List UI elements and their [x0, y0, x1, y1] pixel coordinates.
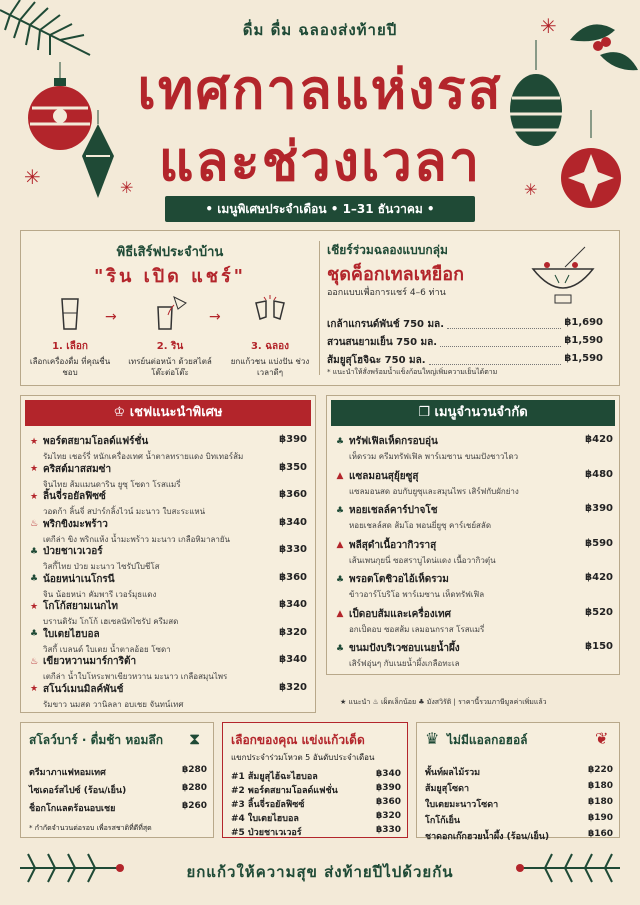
slow-item-name: ช็อกโกแลตร้อนอบเชย — [29, 804, 116, 814]
punch-item-price: ฿1,590 — [564, 335, 603, 346]
menu-item-name-wrap — [29, 462, 111, 477]
menu-item-name: เป็ดอบส้มและเครื่องเทศ — [349, 608, 451, 620]
non-alcoholic-price: ฿180 — [587, 797, 613, 807]
punch-item — [327, 335, 603, 350]
menu-item-desc: หอยเชลล์สด ส้มโอ พอนยี่ยูซุ คาร์เชย์สลัด — [349, 521, 492, 530]
menu-item-price: ฿360 — [279, 489, 307, 500]
menu-item-name: ขนมปังบริเวซอบเนยน้ำผึ้ง — [349, 643, 460, 654]
non-alcoholic-name: ส้มยูสุโซดา — [425, 784, 470, 794]
menu-item-name: ป่วยชาเวเวอร์ — [43, 546, 103, 557]
guest-choice-item — [231, 811, 401, 825]
ritual-step-label: 3. ฉลอง — [250, 341, 290, 352]
menu-item-name: แซลมอนสุยุ้ยซูสุ — [349, 470, 419, 482]
arrow-right-icon: → — [209, 309, 221, 325]
menu-mark-icon: ▲ — [336, 540, 344, 550]
menu-mark-icon: ♨ — [29, 519, 39, 529]
menu-item-row — [29, 462, 307, 477]
menu-mark-icon: ♣ — [29, 629, 39, 639]
ritual-and-cheers-panel — [20, 230, 620, 386]
snowflake-left-icon: ✳ — [24, 165, 41, 189]
cheers-name: ชุดค็อกเทลเหยือก — [327, 264, 464, 285]
punch-item-name: ส้มยูสุโฮจิฉะ 750 มล. — [327, 355, 426, 366]
menu-item-row — [29, 489, 307, 504]
guest-choice-price: ฿360 — [375, 797, 401, 807]
menu-mark-icon: ★ — [29, 436, 39, 447]
menu-item-name-wrap — [29, 434, 148, 449]
non-alcoholic-item — [425, 813, 613, 827]
punch-item-price: ฿1,690 — [564, 317, 603, 328]
menu-item-name: คริสต์มาสสมซ่า — [43, 463, 112, 475]
arrow-right-icon: → — [105, 309, 117, 325]
guest-choice-price: ฿340 — [375, 769, 401, 779]
punch-bowl-icon — [525, 245, 601, 307]
menu-mark-icon: ♣ — [29, 546, 39, 557]
menu-item — [335, 434, 613, 463]
holly-icon: ❦ — [595, 729, 609, 748]
panel-divider — [319, 241, 320, 375]
menu-item-desc: ข้าวอาร์โบริโอ พาร์เมซาน เห็ดทรัฟเฟิล — [349, 590, 485, 599]
guest-choice-item — [231, 797, 401, 811]
month-banner: • เมนูพิเศษประจำเดือน • 1–31 ธันวาคม • — [165, 196, 475, 222]
menu-item-name-wrap — [29, 489, 106, 504]
cheers-glasses-icon — [250, 293, 290, 333]
menu-item-name: ลิ้นจี่รอยัลฟิซซ์ — [43, 491, 106, 502]
guest-choice-panel — [222, 722, 408, 838]
snowflake-right-icon: ✳ — [540, 14, 557, 38]
menu-item-row — [335, 572, 613, 587]
header-subtitle: ดื่ม ดื่ม ฉลองส่งท้ายปี — [242, 21, 398, 39]
menu-mark-icon: ▲ — [336, 471, 344, 481]
menu-item-desc: แซลมอนสด อบกับยูซุและสมุนไพร เสิร์ฟกับผักย่าง — [349, 486, 519, 496]
ritual-step-label: 2. ริน — [156, 341, 184, 352]
menu-item-desc: รัมไทย เชอร์รี่ หนักเครื่องเทศ น้ำตาลทรายแดง บิทเทอร์ส้ม — [43, 452, 244, 461]
non-alcoholic-name: โกโก้เย็น — [425, 816, 461, 826]
slow-item — [29, 765, 207, 779]
menu-item — [335, 503, 613, 532]
menu-item-row — [29, 544, 307, 559]
slow-bar-panel — [20, 722, 214, 838]
footer-slogan: ยกแก้วให้ความสุข ส่งท้ายปีไปด้วยกัน — [186, 863, 454, 881]
non-alcoholic-name: ใบเตยมะนาวโซดา — [425, 800, 499, 810]
menu-item-name: สโนว์เมนมิลค์พันช์ — [43, 683, 124, 695]
menu-item-name-wrap — [335, 572, 449, 587]
menu-mark-icon: ★ — [29, 464, 39, 474]
punch-note: * แนะนำให้สั่งพร้อมน้ำแข็งก้อนใหญ่เพิ่มความเย็นได้ตาม — [327, 368, 498, 376]
slow-note: * กำกัดจำนวนต่อรอบ เพื่อรสชาติที่ดีที่สุด — [29, 824, 152, 832]
punch-item-name: เกล้าแกรนด์พันช์ 750 มล. — [327, 319, 444, 330]
ritual-step-label: 1. เลือก — [52, 341, 88, 352]
menu-item-row — [335, 469, 613, 484]
slow-item-price: ฿280 — [181, 765, 207, 775]
snowflake-right2-icon: ✳ — [524, 180, 538, 199]
non-alcoholic-title: ไม่มีแอลกอฮอล์ — [447, 733, 528, 747]
menu-item-name-wrap — [29, 627, 100, 642]
menu-item-name: ใบเตยไฮบอล — [43, 628, 100, 640]
menu-item-row — [29, 654, 307, 669]
menu-item-name: หอยเชลล์คาร์ปาจโช — [349, 505, 438, 516]
menu-item-name: พรอตโตชิวอไอ้เห็ดรวม — [349, 574, 449, 585]
menu-item-price: ฿340 — [279, 654, 307, 665]
guest-choice-name: #3 ลิ้นจี่รอยัลฟิซซ์ — [231, 800, 305, 810]
guest-choice-item — [231, 769, 401, 783]
ritual-title: พิธีเสิร์ฟประจำบ้าน — [116, 245, 224, 260]
ritual-step-1 — [25, 293, 115, 378]
menu-item-row — [29, 434, 307, 449]
menu-item-price: ฿390 — [279, 434, 307, 445]
cheers-title: เชียร์ร่วมฉลองแบบกลุ่ม — [327, 243, 448, 257]
menu-item-row — [29, 599, 307, 614]
non-alcoholic-item — [425, 781, 613, 795]
menu-item — [29, 489, 307, 518]
menu-item — [29, 599, 307, 628]
menu-item-desc: เตกีล่า ขิง พริกแห้ง น้ำมะพร้าว มะนาว เกลือหิมาลายัน — [43, 534, 230, 544]
slow-item-name: ตรีมาภาแฟหอมเทศ — [29, 768, 106, 778]
menu-item — [29, 682, 307, 711]
menu-item-price: ฿390 — [585, 503, 613, 514]
menu-mark-icon: ♨ — [29, 656, 39, 667]
menu-item-name-wrap — [335, 538, 436, 553]
ritual-step-desc: เทรย์นต่อหน้า ด้วยสไตล์โต๊ะต่อโต๊ะ — [128, 357, 212, 377]
menu-mark-icon: ♣ — [335, 505, 345, 516]
limited-menu-panel — [326, 395, 620, 675]
menu-item-row — [335, 503, 613, 518]
non-alcoholic-name: ชาดอกเก๊กฮวยน้ำผึ้ง (ร้อน/เย็น) — [425, 832, 550, 842]
menu-item-name-wrap — [335, 607, 451, 622]
menu-item-name: โกโก้สยามเนกไท — [43, 601, 118, 612]
guest-choice-item — [231, 783, 401, 797]
guest-choice-name: #4 ใบเตยไฮบอล — [231, 814, 299, 824]
menu-item-price: ฿150 — [585, 641, 613, 652]
guest-choice-title: เลือกของคุณ แข่งแก้วเด็ด — [231, 733, 365, 747]
menu-item — [29, 544, 307, 573]
slow-item — [29, 801, 207, 815]
ritual-step-2 — [125, 293, 215, 378]
menu-item-desc: วิสกี้ไทย ป่วย มะนาว ไซรัปใบชีโส — [43, 562, 160, 571]
menu-item-price: ฿360 — [279, 571, 307, 583]
menu-item-price: ฿520 — [585, 606, 613, 618]
menu-item-desc: วิสกี้ เบลนด์ ใบเตย น้ำตาลอ้อย โซดา — [43, 644, 171, 654]
menu-item-price: ฿350 — [279, 461, 307, 473]
menu-mark-icon: ▲ — [336, 609, 344, 619]
punch-item-name: สวนสนยามเย็น 750 มล. — [327, 337, 438, 348]
menu-mark-icon: ♣ — [335, 436, 345, 447]
hourglass-icon: ⧗ — [189, 729, 201, 748]
non-alcoholic-item — [425, 765, 613, 779]
menu-item-name: น้อยหน่าเนโกรนี — [43, 573, 115, 585]
guest-choice-name: #2 พอร์ตสยามโอลด์แฟชั่น — [231, 786, 338, 796]
snowflake-mid-icon: ✳ — [120, 178, 134, 197]
menu-item-desc: เตกีล่า น้ำใบโหระพาเขียวหวาน มะนาว เกลือสมุนไพร — [43, 672, 228, 681]
menu-item-price: ฿330 — [279, 544, 307, 555]
menu-item-name: พริกขิงมะพร้าว — [43, 518, 108, 530]
chef-hat-icon: ♔ — [113, 405, 130, 420]
menu-item-name-wrap — [29, 517, 108, 532]
menu-legend: ★ แนะนำ ♨ เผ็ดเล็กน้อย ♣ มังสวิรัติ | ราคานี้รวมภาษีมูลค่าเพิ่มแล้ว — [340, 698, 547, 706]
menu-item-name-wrap — [29, 654, 136, 669]
menu-item-row — [335, 607, 613, 622]
menu-item — [29, 627, 307, 656]
menu-item — [29, 434, 307, 463]
guest-choice-price: ฿330 — [375, 825, 401, 835]
slow-item-price: ฿280 — [181, 783, 207, 793]
page-title-line-1: เทศกาลแห่งรส — [137, 58, 503, 121]
menu-item-price: ฿320 — [279, 626, 307, 638]
menu-mark-icon: ★ — [29, 684, 39, 694]
menu-item — [335, 538, 613, 567]
menu-item-desc: เห็ดรวม ครีมทรัฟเฟิล พาร์เมซาน ขนมปังชาวไดว — [349, 452, 519, 461]
menu-item-name-wrap — [29, 599, 118, 614]
menu-item-price: ฿340 — [279, 516, 307, 528]
menu-item-price: ฿590 — [585, 537, 613, 549]
ritual-step-desc: เลือกเครื่องดื่ม ที่คุณชื่นชอบ — [29, 357, 111, 377]
menu-item-row — [335, 538, 613, 553]
menu-item-desc: วอดก้า ลิ้นจี่ สปาร์กลิ้งไวน์ มะนาว ใบสะระแหน่ — [43, 507, 206, 516]
guest-choice-item — [231, 825, 401, 839]
ritual-name: "ริน เปิด แชร์" — [93, 266, 246, 287]
menu-item-desc: จิน น้อยหน่า คัมพารี เวอร์มุธแดง — [43, 589, 157, 599]
guest-choice-name: #1 ส้มยูสุไฮ้ฉะไฮบอล — [231, 772, 318, 782]
menu-item-name-wrap — [335, 469, 419, 484]
menu-mark-icon: ♣ — [335, 643, 345, 654]
menu-item-price: ฿480 — [585, 468, 613, 480]
ritual-step-desc: ยกแก้วชน แบ่งปัน ช่วงเวลาดีๆ — [230, 357, 310, 377]
menu-item-name: เขียวหวานมาร์การิต้า — [43, 656, 137, 667]
non-alcoholic-item — [425, 797, 613, 811]
menu-mark-icon: ♣ — [335, 574, 345, 585]
chef-special-panel — [20, 395, 316, 713]
menu-item — [29, 517, 307, 546]
menu-item-desc: จินไทย ส้มแมนดาริน ยูซุ โซดา โรสแมรี่ — [43, 479, 181, 489]
menu-item-price: ฿320 — [279, 681, 307, 693]
chef-special-header — [25, 400, 311, 426]
menu-mark-icon: ★ — [29, 491, 39, 502]
menu-item — [335, 572, 613, 601]
menu-item-row — [29, 572, 307, 587]
non-alcoholic-name: พั้นท์ผลไม้รวม — [425, 768, 481, 778]
cheers-subtitle: ออกแบบเพื่อการแชร์ 4–6 ท่าน — [327, 288, 446, 298]
menu-item-desc: เส้นเพนกุยนี่ ซอสราบูไดน่แดง เนื้อวากิวตุ๋น — [349, 555, 496, 565]
menu-item-row — [335, 434, 613, 449]
slow-item — [29, 783, 207, 797]
menu-item-name-wrap — [335, 434, 438, 449]
guest-choice-name: #5 ป่วยชาเวเวอร์ — [231, 828, 302, 838]
chef-special-title: เชฟแนะนำพิเศษ — [129, 405, 223, 420]
menu-item-name-wrap — [29, 544, 103, 559]
ritual-step-3 — [225, 293, 315, 378]
non-alcoholic-item — [425, 829, 613, 843]
pine-branch-bottom-right-decoration — [510, 848, 620, 888]
non-alcoholic-price: ฿220 — [587, 765, 613, 775]
menu-item-name: ทรัฟเฟิลเห็ดกรอบอุ่น — [349, 436, 438, 447]
menu-item-name-wrap — [335, 641, 460, 656]
menu-item-row — [29, 627, 307, 642]
menu-item-row — [335, 641, 613, 656]
menu-mark-icon: ♣ — [29, 574, 39, 584]
guest-choice-price: ฿320 — [375, 811, 401, 821]
menu-mark-icon: ★ — [29, 601, 39, 612]
punch-item — [327, 317, 603, 332]
menu-item-price: ฿340 — [279, 599, 307, 610]
menu-item-row — [29, 517, 307, 532]
crown-icon: ♛ — [425, 729, 440, 748]
menu-item-name-wrap — [29, 682, 123, 697]
menu-item-price: ฿420 — [585, 434, 613, 445]
menu-item-name-wrap — [335, 503, 438, 518]
slow-bar-title: สโลว์บาร์ · ดื่มช้า หอมลึก — [29, 733, 163, 747]
punch-item — [327, 353, 603, 368]
slow-item-price: ฿260 — [181, 801, 207, 811]
menu-item-desc: เสิร์ฟอุ่นๆ กับเนยน้ำผึ้งเกลือทะเล — [349, 659, 460, 668]
non-alcoholic-price: ฿160 — [587, 829, 613, 839]
menu-item-name: พอร์ตสยามโอลด์แฟร์ชั่น — [43, 436, 149, 447]
menu-item — [29, 654, 307, 683]
gift-icon: ❒ — [418, 405, 435, 420]
limited-menu-header — [331, 400, 615, 426]
punch-item-price: ฿1,590 — [564, 353, 603, 364]
menu-item — [335, 607, 613, 636]
page-title-line-2: และช่วงเวลา — [158, 130, 482, 193]
non-alcoholic-price: ฿180 — [587, 781, 613, 791]
menu-item-name-wrap — [29, 572, 115, 587]
menu-item-desc: รัมขาว นมสด วานิลลา อบเชย จันทน์เทศ — [43, 699, 184, 709]
guest-choice-subtitle: แขกประจำร่วมโหวต 5 อันดับประจำเดือน — [231, 753, 375, 762]
glass-icon — [50, 293, 90, 333]
menu-item-row — [29, 682, 307, 697]
menu-item — [29, 572, 307, 601]
limited-menu-title: เมนูจำนวนจำกัด — [434, 405, 528, 420]
menu-item — [335, 641, 613, 670]
guest-choice-price: ฿390 — [375, 783, 401, 793]
menu-item-desc: อกเป็ดอบ ซอสส้ม เลมอนกราส โรสแมรี่ — [349, 624, 485, 634]
menu-item — [335, 469, 613, 498]
menu-item — [29, 462, 307, 491]
slow-item-name: ไซเดอร์สไปซ์ (ร้อน/เย็น) — [29, 786, 127, 796]
non-alcoholic-panel — [416, 722, 620, 842]
menu-item-price: ฿420 — [585, 572, 613, 583]
non-alcoholic-price: ฿190 — [587, 813, 613, 823]
menu-item-desc: บรานดิรัม โกโก้ เฮเซลนัทไซรัป ครีมสด — [43, 617, 179, 626]
pour-icon — [150, 293, 190, 333]
menu-item-name: พลีสุดำเนื้อวากิวราสุ — [349, 539, 437, 551]
